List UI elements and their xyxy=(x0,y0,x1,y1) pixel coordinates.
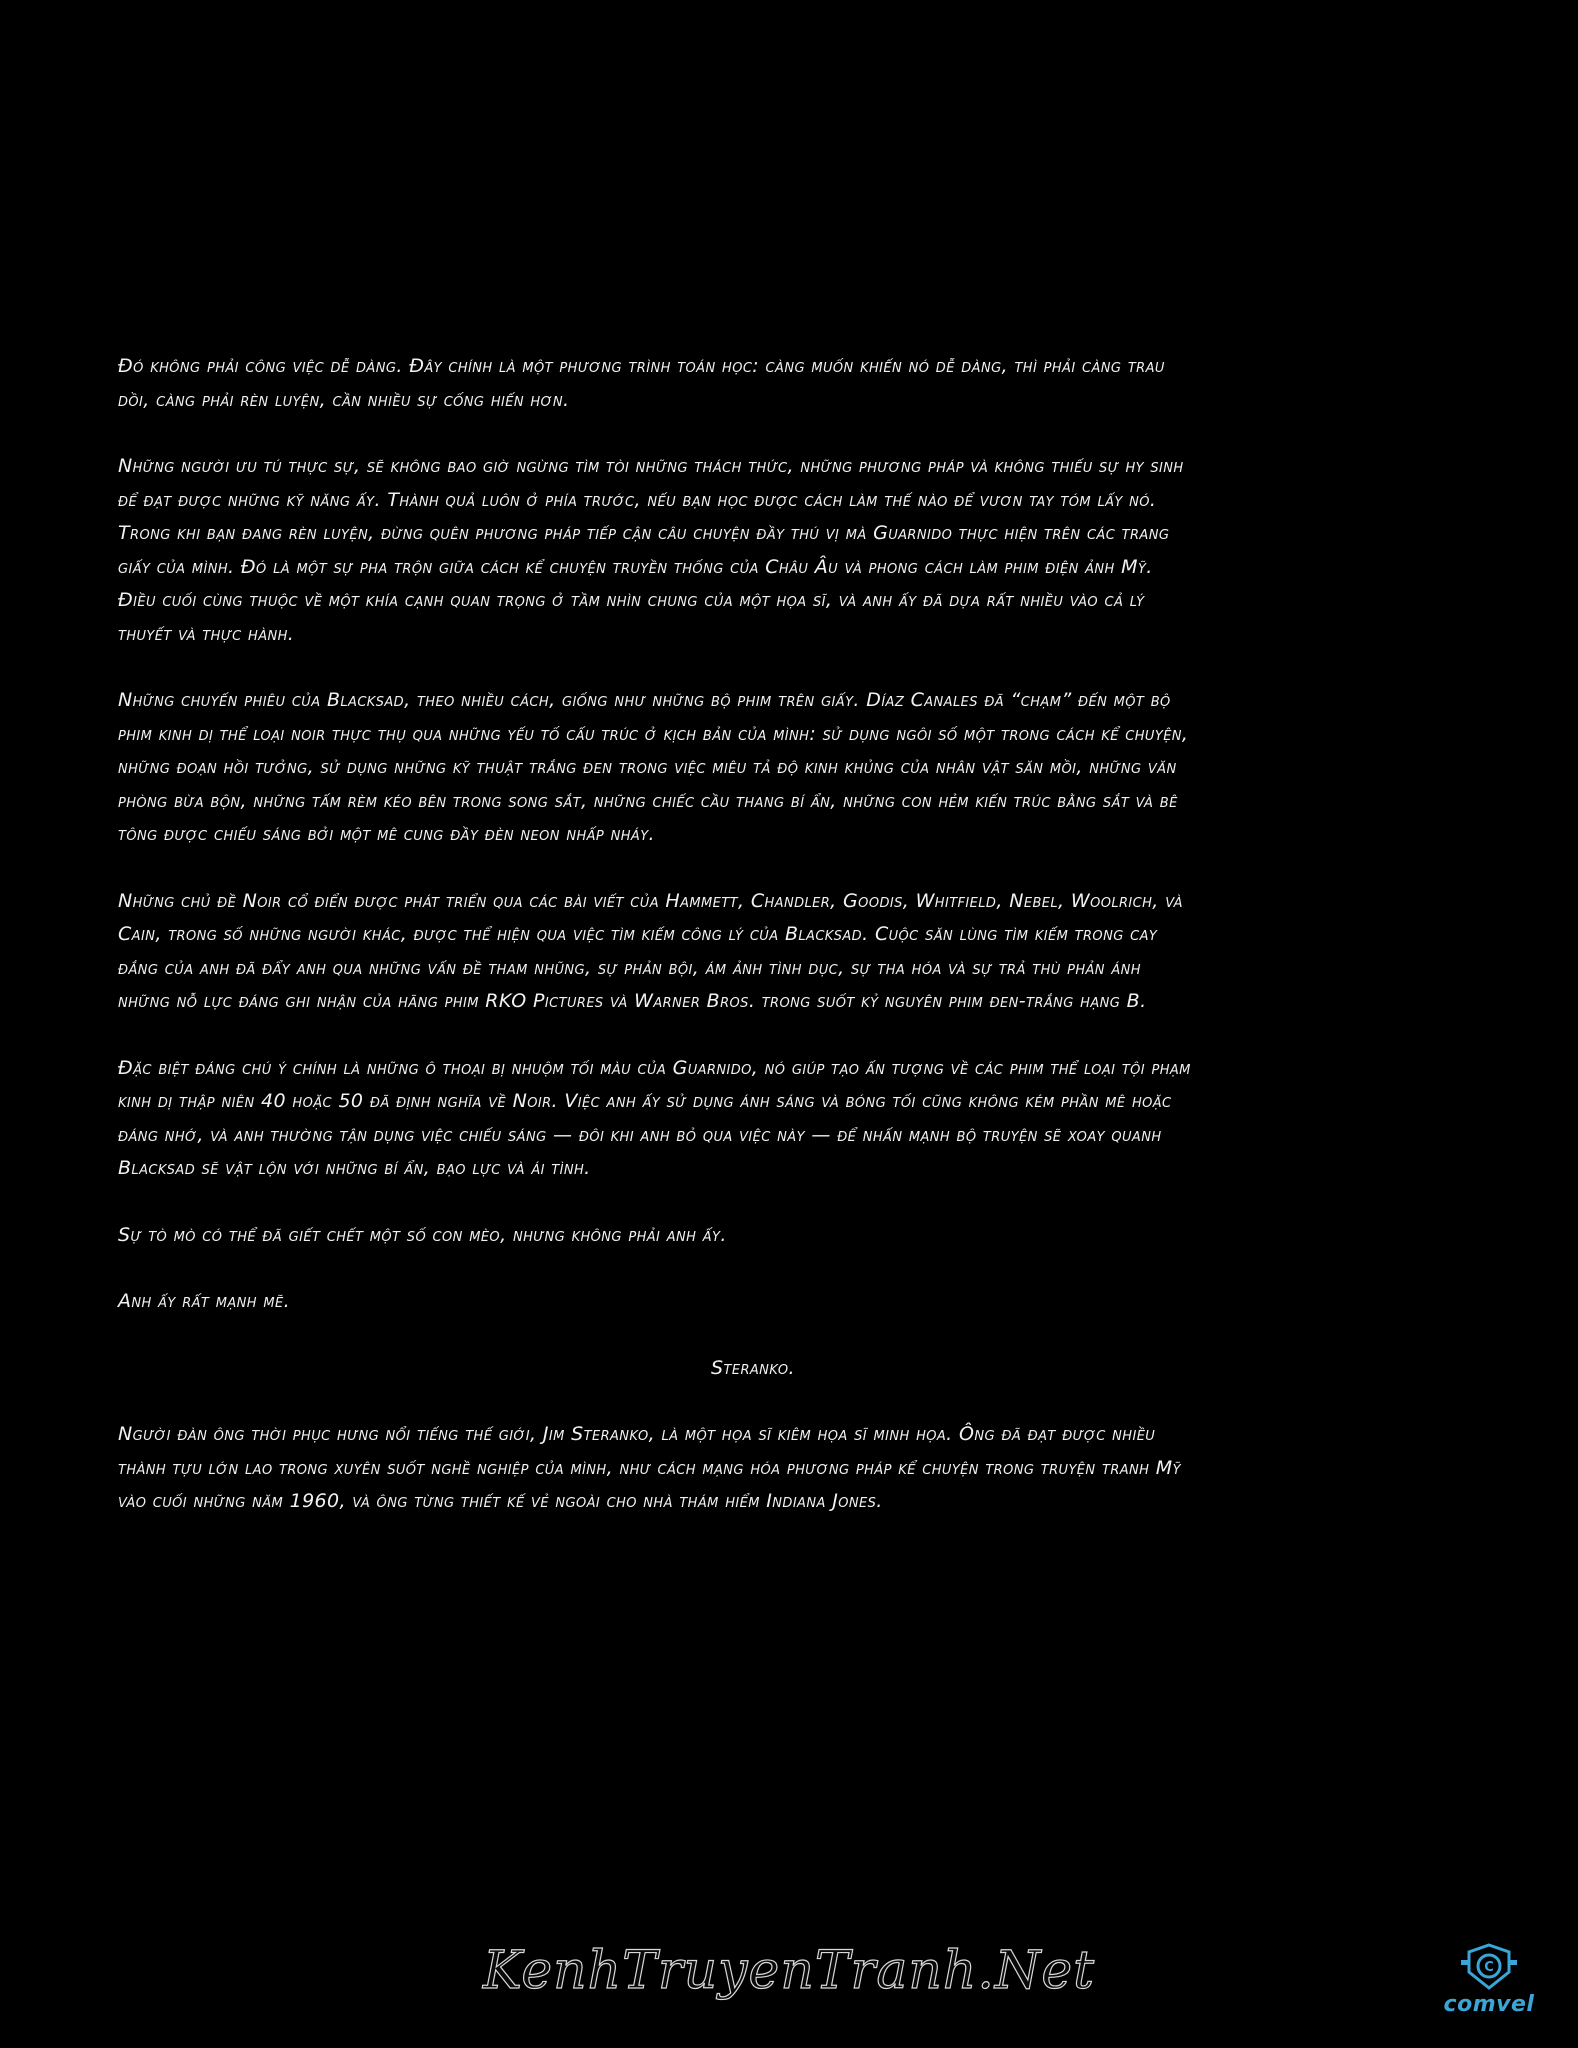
document-body xyxy=(118,350,1193,1552)
paragraph-6: Sự tò mò có thể đã giết chết một số con mèo, nhưng không phải anh ấy. xyxy=(118,1223,727,1246)
paragraph-5: Đặc biệt đáng chú ý chính là những ô thoại bị nhuộm tối màu của Guarnido, nó giúp tạo ấn tượng về các phim thể loại tội phạm kinh dị thập niên 40 hoặc 50 đã định nghĩa về Noir. Việc anh ấy sử dụng ánh sáng và bóng tối cũng không kém phần mê hoặc đáng nhớ, và anh thường tận dụng việc chiếu sáng — đôi khi anh bỏ qua việc này — để nhấn mạnh bộ truyện sẽ xoay quanh Blacksad sẽ vật lộn với những bí ẩn, bạo lực và ái tình. xyxy=(118,1056,1191,1179)
paragraph-7: Anh ấy rất mạnh mẽ. xyxy=(118,1290,291,1312)
paragraph-2: Những người ưu tú thực sự, sẽ không bao giờ ngừng tìm tòi những thách thức, những phương pháp và không thiếu sự hy sinh để đạt được những kỹ năng ấy. Thành quả luôn ở phía trước, nếu bạn học được cách làm thế nào để vươn tay tóm lấy nó. Trong khi bạn đang rèn luyện, đừng quên phương pháp tiếp cận câu chuyện đầy thú vị mà Guarnido thực hiện trên các trang giấy của mình. Đó là một sự pha trộn giữa cách kể chuyện truyền thống của Châu Âu và phong cách làm phim điện ảnh Mỹ. Điều cuối cùng thuộc về một khía cạnh quan trọng ở tầm nhìn chung của một họa sĩ, và anh ấy đã dựa rất nhiều vào cả lý thuyết và thực hành. xyxy=(118,455,1184,645)
author-bio: Người đàn ông thời phục hưng nổi tiếng thế giới, Jim Steranko, là một họa sĩ kiêm họa sĩ minh họa. Ông đã đạt được nhiều thành tựu lớn lao trong xuyên suốt nghề nghiệp của mình, như cách mạng hóa phương pháp kể chuyện trong truyện tranh Mỹ vào cuối những năm 1960, và ông từng thiết kế vẻ ngoài cho nhà thám hiểm Indiana Jones. xyxy=(118,1423,1181,1512)
signature: Steranko. xyxy=(711,1356,795,1379)
paragraph-4: Những chủ đề Noir cổ điển được phát triển qua các bài viết của Hammett, Chandler, Goodis, Whitfield, Nebel, Woolrich, và Cain, trong số những người khác, được thể hiện qua việc tìm kiếm công lý của Blacksad. Cuộc săn lùng tìm kiếm trong cay đắng của anh đã đẩy anh qua những vấn đề tham nhũng, sự phản bội, ám ảnh tình dục, sự tha hóa và sự trả thù phản ánh những nỗ lực đáng ghi nhận của hãng phim RKO Pictures và Warner Bros. trong suốt kỷ nguyên phim đen-trắng hạng B. xyxy=(118,889,1183,1012)
paragraph-3: Những chuyến phiêu của Blacksad, theo nhiều cách, giống như những bộ phim trên giấy. Díaz Canales đã “chạm” đến một bộ phim kinh dị thể loại noir thực thụ qua những yếu tố cấu trúc ở kịch bản của mình: sử dụng ngôi số một trong cách kể chuyện, những đoạn hồi tưởng, sử dụng những kỹ thuật trắng đen trong việc miêu tả độ kinh khủng của nhân vật săn mồi, những văn phòng bừa bộn, những tấm rèm kéo bên trong song sắt, những chiếc cầu thang bí ẩn, những con hẻm kiến trúc bằng sắt và bê tông được chiếu sáng bởi một mê cung đầy đèn neon nhấp nháy. xyxy=(118,689,1189,845)
shield-gear-icon xyxy=(1459,1942,1519,1992)
comvel-logo xyxy=(1437,1942,1541,2022)
logo-text: comvel xyxy=(1443,1992,1535,2017)
watermark-text: KenhTruyenTranh.Net xyxy=(482,1941,1096,2001)
logo-letter: C xyxy=(1484,1960,1494,1975)
paragraph-1: Đó không phải công việc dễ dàng. Đây chính là một phương trình toán học: càng muốn khiến nó dễ dàng, thì phải càng trau dồi, càng phải rèn luyện, cần nhiều sự cống hiến hơn. xyxy=(118,355,1165,411)
